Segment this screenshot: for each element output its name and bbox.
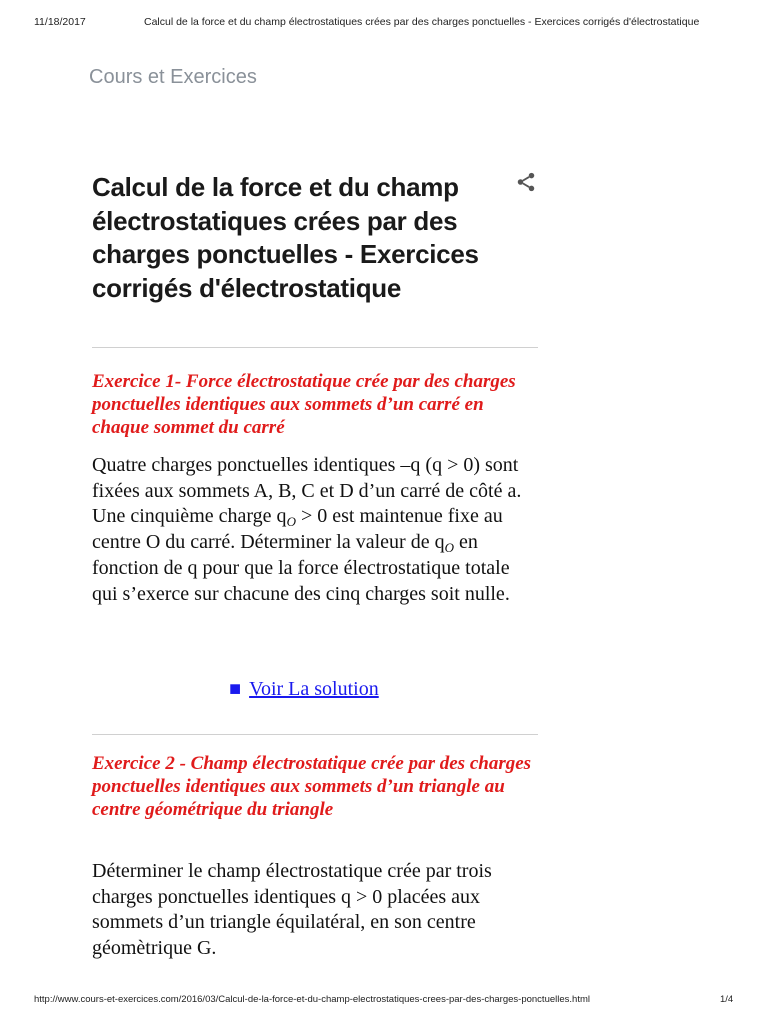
article-title: Calcul de la force et du champ électrostatiques crées par des charges ponctuelles - Exercices corrigés d'électrostatique [92, 172, 479, 303]
print-url: http://www.cours-et-exercices.com/2016/03/Calcul-de-la-force-et-du-champ-electrostatiques-crees-par-des-charges-ponctuelles.html [34, 994, 590, 1005]
solution-link-label: Voir La solution [249, 678, 379, 700]
print-date: 11/18/2017 [34, 16, 86, 28]
exercise-2-text: Déterminer le champ électrostatique crée par trois charges ponctuelles identiques q > 0 placées aux sommets d’un triangle équilatéral, en son centre géomètrique G. [92, 860, 492, 960]
share-icon[interactable] [515, 171, 537, 193]
print-footer [0, 994, 768, 1010]
voir-la-solution-link[interactable] [229, 678, 379, 701]
exercise-1-text [92, 453, 532, 607]
exercise-2-heading: Exercice 2 - Champ électrostatique crée par des charges ponctuelles identiques aux sommets d’un triangle au centre géométrique du triangle [92, 753, 532, 820]
divider [92, 347, 538, 348]
divider [92, 734, 538, 735]
page-number: 1/4 [720, 994, 734, 1005]
print-header [0, 16, 768, 32]
subscript: O [286, 514, 296, 530]
bullet-square-icon: ■ [229, 678, 242, 700]
subscript: O [444, 540, 454, 556]
exercise-1-heading: Exercice 1- Force électrostatique crée par des charges ponctuelles identiques aux sommets d’un carré en chaque sommet du carré [92, 371, 516, 438]
exercise-1-text-part: > 0 est maintenue fixe au centre O du carré. Déterminer la valeur de q [92, 505, 503, 554]
exercise-1-text-part: Quatre charges ponctuelles identiques –q (q > 0) sont fixées aux sommets A, B, C et D d’un carré de côté a. Une cinquième charge q [92, 454, 522, 528]
exercise-1-text-part: en fonction de q pour que la force électrostatique totale qui s’exerce sur chacune des cinq charges soit nulle. [92, 531, 510, 605]
site-name-link[interactable]: Cours et Exercices [89, 66, 257, 88]
print-title: Calcul de la force et du champ électrostatiques crées par des charges ponctuelles - Exercices corrigés d'électrostatique [144, 16, 700, 28]
